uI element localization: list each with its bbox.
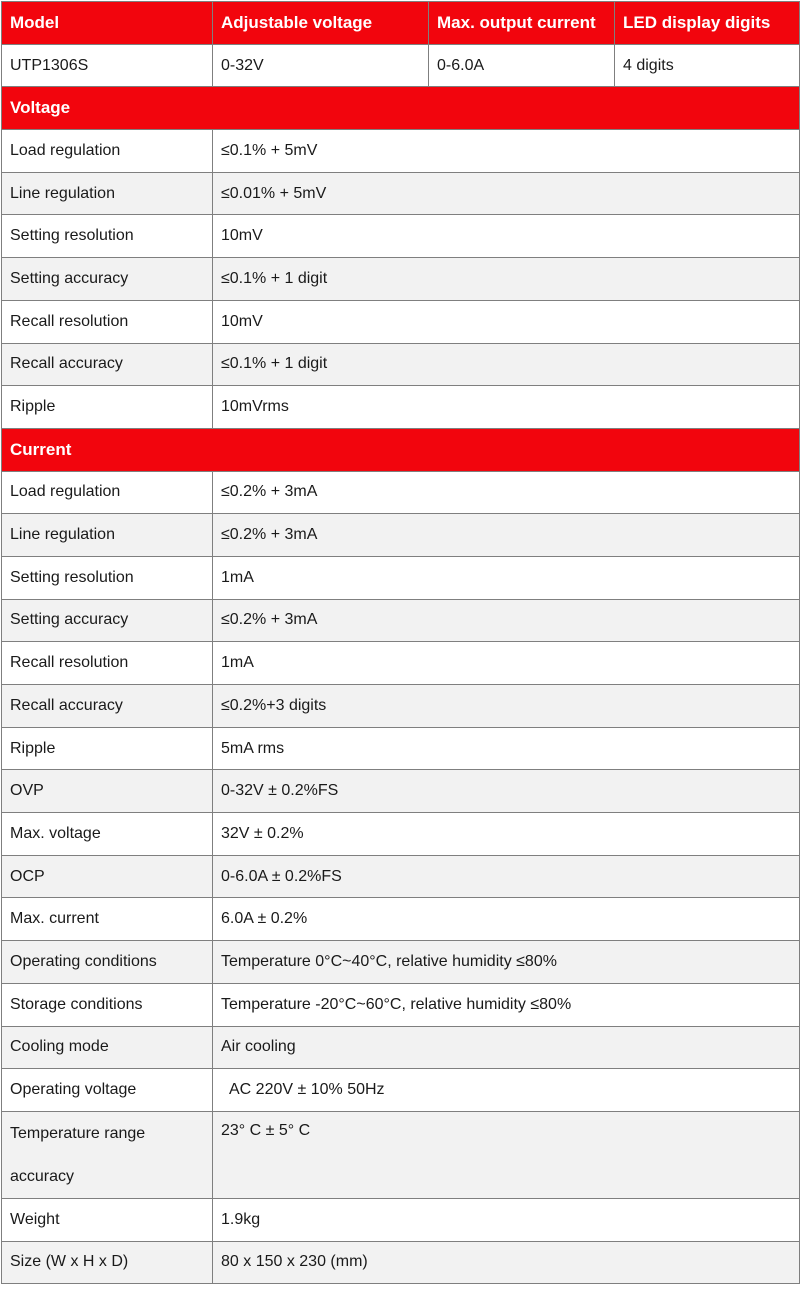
table-row — [2, 855, 800, 898]
row-value: ≤0.1% + 5mV — [213, 130, 800, 173]
row-value: ≤0.2% + 3mA — [213, 599, 800, 642]
table-row — [2, 386, 800, 429]
header-led-display-digits: LED display digits — [615, 2, 800, 45]
row-value: Temperature -20°C~60°C, relative humidity ≤80% — [213, 983, 800, 1026]
row-label: Setting accuracy — [2, 599, 213, 642]
header-adjustable-voltage: Adjustable voltage — [213, 2, 429, 45]
table-row — [2, 343, 800, 386]
row-value: 1.9kg — [213, 1198, 800, 1241]
row-label: Load regulation — [2, 130, 213, 173]
table-row — [2, 685, 800, 728]
row-label: Operating conditions — [2, 941, 213, 984]
row-value: 0-6.0A ± 0.2%FS — [213, 855, 800, 898]
row-value: 80 x 150 x 230 (mm) — [213, 1241, 800, 1284]
max-output-current-value: 0-6.0A — [429, 44, 615, 87]
row-value: 10mV — [213, 300, 800, 343]
row-value: Temperature 0°C~40°C, relative humidity ≤80% — [213, 941, 800, 984]
row-value: 0-32V ± 0.2%FS — [213, 770, 800, 813]
row-value: 6.0A ± 0.2% — [213, 898, 800, 941]
led-display-digits-value: 4 digits — [615, 44, 800, 87]
row-value: 10mVrms — [213, 386, 800, 429]
row-value: 23° C ± 5° C — [213, 1111, 800, 1198]
table-row — [2, 1069, 800, 1112]
row-value: ≤0.2% + 3mA — [213, 471, 800, 514]
row-value: 5mA rms — [213, 727, 800, 770]
row-value: 32V ± 0.2% — [213, 813, 800, 856]
row-value: 10mV — [213, 215, 800, 258]
row-label: Recall accuracy — [2, 343, 213, 386]
row-label: OVP — [2, 770, 213, 813]
table-row — [2, 770, 800, 813]
row-value: ≤0.2%+3 digits — [213, 685, 800, 728]
row-label: Temperature range accuracy — [2, 1111, 213, 1198]
row-label: Recall resolution — [2, 300, 213, 343]
table-row — [2, 556, 800, 599]
table-row — [2, 599, 800, 642]
row-label: Max. voltage — [2, 813, 213, 856]
table-row — [2, 471, 800, 514]
row-label: Ripple — [2, 386, 213, 429]
row-label: Max. current — [2, 898, 213, 941]
table-row — [2, 1241, 800, 1284]
row-label: Operating voltage — [2, 1069, 213, 1112]
row-label: Cooling mode — [2, 1026, 213, 1069]
row-label: Line regulation — [2, 514, 213, 557]
section-voltage — [2, 87, 800, 130]
table-row — [2, 898, 800, 941]
table-row — [2, 514, 800, 557]
row-label: Recall resolution — [2, 642, 213, 685]
table-row — [2, 983, 800, 1026]
row-value: ≤0.1% + 1 digit — [213, 258, 800, 301]
table-header-row — [2, 2, 800, 45]
section-title-voltage: Voltage — [2, 87, 800, 130]
row-value: 1mA — [213, 556, 800, 599]
row-label: Ripple — [2, 727, 213, 770]
row-label: Recall accuracy — [2, 685, 213, 728]
table-row — [2, 1111, 800, 1198]
model-row — [2, 44, 800, 87]
spec-table — [1, 1, 800, 1284]
header-model: Model — [2, 2, 213, 45]
adjustable-voltage-value: 0-32V — [213, 44, 429, 87]
row-label: Setting resolution — [2, 215, 213, 258]
header-max-output-current: Max. output current — [429, 2, 615, 45]
row-label: Setting resolution — [2, 556, 213, 599]
section-current — [2, 428, 800, 471]
row-value: AC 220V ± 10% 50Hz — [213, 1069, 800, 1112]
table-row — [2, 258, 800, 301]
row-value: 1mA — [213, 642, 800, 685]
table-row — [2, 215, 800, 258]
row-label: Setting accuracy — [2, 258, 213, 301]
table-row — [2, 813, 800, 856]
row-label: Size (W x H x D) — [2, 1241, 213, 1284]
table-row — [2, 172, 800, 215]
table-row — [2, 1026, 800, 1069]
table-row — [2, 941, 800, 984]
row-value: ≤0.2% + 3mA — [213, 514, 800, 557]
table-row — [2, 642, 800, 685]
row-label: Line regulation — [2, 172, 213, 215]
row-label: Weight — [2, 1198, 213, 1241]
table-row — [2, 130, 800, 173]
table-row — [2, 300, 800, 343]
section-title-current: Current — [2, 428, 800, 471]
table-row — [2, 727, 800, 770]
row-label: Storage conditions — [2, 983, 213, 1026]
model-value: UTP1306S — [2, 44, 213, 87]
row-label: Load regulation — [2, 471, 213, 514]
row-value: Air cooling — [213, 1026, 800, 1069]
table-row — [2, 1198, 800, 1241]
row-label: OCP — [2, 855, 213, 898]
row-value: ≤0.01% + 5mV — [213, 172, 800, 215]
row-value: ≤0.1% + 1 digit — [213, 343, 800, 386]
